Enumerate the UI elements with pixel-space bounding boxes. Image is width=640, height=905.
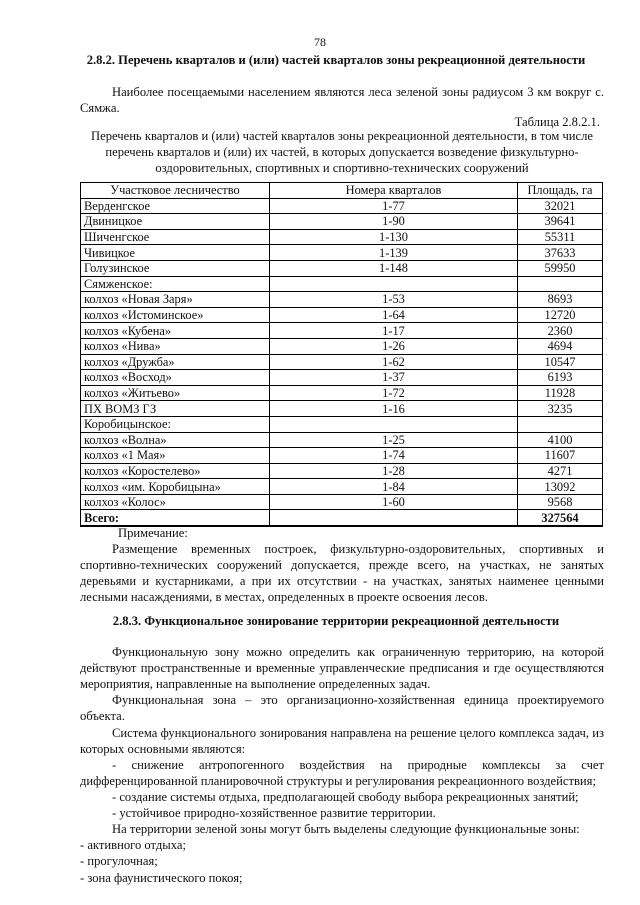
- cell-area: 8693: [518, 292, 603, 308]
- total-quarters: [270, 510, 518, 526]
- cell-area: 59950: [518, 260, 603, 276]
- cell-quarters: 1-26: [270, 338, 518, 354]
- cell-area: 37633: [518, 245, 603, 261]
- cell-quarters: [270, 416, 518, 432]
- cell-area: 32021: [518, 198, 603, 214]
- cell-quarters: 1-62: [270, 354, 518, 370]
- cell-quarters: 1-53: [270, 292, 518, 308]
- table-row: [81, 370, 603, 386]
- intro-paragraph: Наиболее посещаемыми населением являются леса зеленой зоны радиусом 3 км вокруг с. Сямжа.: [80, 85, 604, 116]
- cell-area: [518, 276, 603, 292]
- table-row: [81, 479, 603, 495]
- cell-area: 9568: [518, 494, 603, 510]
- cell-forestry: колхоз «Колос»: [81, 494, 270, 510]
- table-row: [81, 416, 603, 432]
- cell-area: 55311: [518, 229, 603, 245]
- cell-forestry: Чивицкое: [81, 245, 270, 261]
- cell-area: 11607: [518, 448, 603, 464]
- paragraph-zoning-system: Система функционального зонирования направлена на решение целого комплекса задач, из которых основными являются:: [80, 725, 604, 756]
- table-header-row: [81, 183, 603, 199]
- cell-forestry: Двиницкое: [81, 214, 270, 230]
- bullet-item: - устойчивое природно-хозяйственное развитие территории.: [112, 806, 436, 821]
- cell-area: 39641: [518, 214, 603, 230]
- zone-list-item: - прогулочная;: [80, 854, 158, 869]
- cell-area: 6193: [518, 370, 603, 386]
- table-row: [81, 292, 603, 308]
- cell-forestry: колхоз «Восход»: [81, 370, 270, 386]
- zone-list-item: - активного отдыха;: [80, 838, 186, 853]
- cell-area: 2360: [518, 323, 603, 339]
- cell-area: 4100: [518, 432, 603, 448]
- cell-quarters: 1-28: [270, 463, 518, 479]
- table-row: [81, 401, 603, 417]
- cell-forestry: колхоз «Нива»: [81, 338, 270, 354]
- header-forestry: Участковое лесничество: [81, 183, 270, 199]
- header-quarters: Номера кварталов: [270, 183, 518, 199]
- table-row: [81, 323, 603, 339]
- table-row: [81, 338, 603, 354]
- cell-forestry: ПХ ВОМЗ ГЗ: [81, 401, 270, 417]
- cell-quarters: 1-90: [270, 214, 518, 230]
- cell-area: [518, 416, 603, 432]
- forestry-table: [80, 182, 603, 527]
- bullet-item: - создание системы отдыха, предполагающей свободу выбора рекреационных занятий;: [112, 789, 579, 804]
- table-row: [81, 198, 603, 214]
- cell-quarters: 1-139: [270, 245, 518, 261]
- cell-forestry: Коробицынское:: [81, 416, 270, 432]
- cell-forestry: колхоз «1 Мая»: [81, 448, 270, 464]
- cell-forestry: Верденгское: [81, 198, 270, 214]
- cell-forestry: колхоз «Коростелево»: [81, 463, 270, 479]
- table-row: [81, 307, 603, 323]
- cell-forestry: Сямженское:: [81, 276, 270, 292]
- table-total-row: [81, 510, 603, 526]
- table-row: [81, 494, 603, 510]
- header-area: Площадь, га: [518, 183, 603, 199]
- cell-forestry: Голузинское: [81, 260, 270, 276]
- cell-quarters: 1-74: [270, 448, 518, 464]
- page-number: 78: [314, 35, 326, 49]
- cell-quarters: 1-64: [270, 307, 518, 323]
- cell-area: 11928: [518, 385, 603, 401]
- table-row: [81, 214, 603, 230]
- cell-quarters: 1-60: [270, 494, 518, 510]
- table-row: [81, 385, 603, 401]
- section-heading-2-8-2: 2.8.2. Перечень кварталов и (или) частей кварталов зоны рекреационной деятельности: [86, 53, 586, 67]
- cell-quarters: 1-25: [270, 432, 518, 448]
- table-row: [81, 463, 603, 479]
- table-row: [81, 448, 603, 464]
- cell-quarters: 1-148: [270, 260, 518, 276]
- cell-area: 13092: [518, 479, 603, 495]
- cell-quarters: 1-16: [270, 401, 518, 417]
- cell-forestry: Шиченгское: [81, 229, 270, 245]
- cell-quarters: 1-130: [270, 229, 518, 245]
- cell-quarters: 1-72: [270, 385, 518, 401]
- note-text: Размещение временных построек, физкультурно-оздоровительных, спортивных и спортивно-технических сооружений допускается, прежде всего, на участках, не занятых деревьями и кустарниками, а при их отсутствии - на участках, занятых наименее ценными лесными насаждениями, в местах, определенных в проекте освоения лесов.: [80, 542, 604, 605]
- cell-forestry: колхоз «Истоминское»: [81, 307, 270, 323]
- total-label: Всего:: [81, 510, 270, 526]
- bullet-item: - снижение антропогенного воздействия на природные комплексы за счет дифференцированной планировочной структуры и регулирования рекреационного воздействия;: [80, 757, 604, 788]
- cell-quarters: 1-77: [270, 198, 518, 214]
- cell-forestry: колхоз «Новая Заря»: [81, 292, 270, 308]
- zone-list-item: - зона фаунистического покоя;: [80, 870, 243, 885]
- table-row: [81, 260, 603, 276]
- cell-quarters: [270, 276, 518, 292]
- cell-forestry: колхоз «Житьево»: [81, 385, 270, 401]
- paragraph-zone-definition: Функциональную зону можно определить как ограниченную территорию, на которой действуют пространственные и временные управленческие предписания и где осуществляются мероприятия, направленные на выполнение определенных задач.: [80, 645, 604, 692]
- cell-forestry: колхоз «Дружба»: [81, 354, 270, 370]
- cell-area: 10547: [518, 354, 603, 370]
- section2-body: [80, 644, 604, 886]
- cell-forestry: колхоз «Кубена»: [81, 323, 270, 339]
- table-row: [81, 432, 603, 448]
- cell-quarters: 1-84: [270, 479, 518, 495]
- table-row: [81, 245, 603, 261]
- total-value: 327564: [518, 510, 603, 526]
- cell-quarters: 1-37: [270, 370, 518, 386]
- cell-quarters: 1-17: [270, 323, 518, 339]
- note-heading: Примечание:: [118, 526, 188, 540]
- paragraph-zones-list-intro: На территории зеленой зоны могут быть выделены следующие функциональные зоны:: [112, 822, 580, 837]
- cell-area: 4694: [518, 338, 603, 354]
- cell-area: 4271: [518, 463, 603, 479]
- table-row: [81, 354, 603, 370]
- table-caption: Перечень кварталов и (или) частей кварталов зоны рекреационной деятельности, в том числе перечень кварталов и (или) их частей, в которых допускается возведение физкультурно-оздоровительных, спортивных и спортивно-технических сооружений: [91, 129, 593, 176]
- paragraph-zone-unit: Функциональная зона – это организационно-хозяйственная единица проектируемого объекта.: [80, 693, 604, 724]
- cell-area: 3235: [518, 401, 603, 417]
- cell-area: 12720: [518, 307, 603, 323]
- cell-forestry: колхоз «им. Коробицына»: [81, 479, 270, 495]
- table-row: [81, 276, 603, 292]
- table-number: Таблица 2.8.2.1.: [514, 115, 600, 129]
- section-heading-2-8-3: 2.8.3. Функциональное зонирование территории рекреационной деятельности: [112, 614, 560, 628]
- cell-forestry: колхоз «Волна»: [81, 432, 270, 448]
- table-row: [81, 229, 603, 245]
